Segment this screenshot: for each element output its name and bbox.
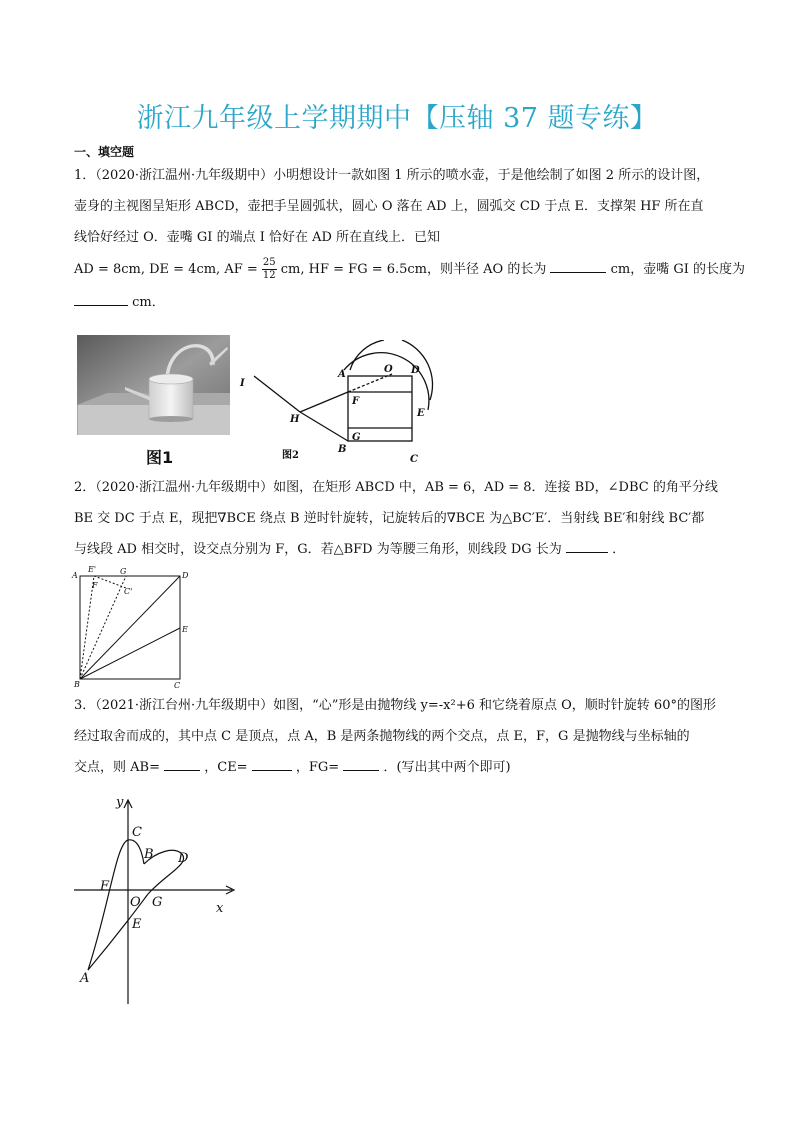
q1-line-3: 线恰好经过 O．壶嘴 GI 的端点 I 恰好在 AD 所在直线上．已知 — [74, 230, 441, 245]
label-b: B — [144, 847, 154, 862]
label-g: G — [352, 432, 361, 443]
q1-end: cm． — [132, 295, 165, 310]
label-d: D — [178, 851, 189, 866]
label-e: E — [417, 408, 425, 419]
q1-given-b: cm, HF = FG = 6.5cm，则半径 AO 的长为 — [280, 262, 547, 277]
q1-line-2: 壶身的主视图呈矩形 ABCD，壶把手呈圆弧状，圆心 O 落在 AD 上，圆弧交 CD 于点 E．支撑架 HF 所在直 — [74, 199, 704, 214]
label-e: E — [132, 917, 142, 932]
page-title: 浙江九年级上学期期中【压轴 37 题专练】 — [136, 103, 658, 134]
answer-blank-dg[interactable] — [566, 538, 608, 553]
q3-ab: 交点，则 AB= — [74, 760, 160, 775]
label-g: G — [152, 895, 163, 910]
label-d: D — [411, 365, 420, 376]
label-e: E — [182, 625, 188, 634]
label-a: A — [338, 369, 346, 380]
label-c: C — [132, 825, 142, 840]
label-f: F — [352, 396, 360, 407]
support-hf — [300, 392, 348, 412]
ray-bc1 — [80, 576, 126, 679]
bisector-be — [80, 628, 180, 679]
fraction-numerator: 25 — [262, 257, 276, 268]
q1-given-c: cm，壶嘴 GI 的长度为 — [610, 262, 746, 277]
label-g: G — [120, 567, 127, 576]
answer-blank-gi[interactable] — [74, 291, 128, 306]
label-h: H — [290, 414, 300, 425]
answer-blank-ab[interactable] — [164, 756, 200, 771]
label-f: F — [92, 581, 98, 590]
q2-text: 与线段 AD 相交时，设交点分别为 F，G．若△BFD 为等腰三角形，则线段 DG 长为 — [74, 542, 562, 557]
label-c-prime: C' — [124, 587, 133, 596]
q3-end: ．(写出其中两个即可) — [383, 760, 511, 775]
q2-end: ． — [612, 542, 626, 557]
fraction — [262, 257, 277, 282]
answer-blank-ce[interactable] — [252, 756, 292, 771]
dashed-fo — [348, 374, 392, 392]
q2-line-2: BE 交 DC 于点 E，现把∇BCE 绕点 B 逆时针旋转，记旋转后的∇BCE 为△BC′E′．当射线 BE′和射线 BC′都 — [74, 511, 705, 526]
label-a: A — [72, 571, 78, 580]
q1-line-5 — [74, 287, 724, 318]
label-b: B — [74, 680, 80, 689]
section-heading: 一、填空题 — [74, 145, 135, 159]
label-e-prime: E' — [88, 566, 97, 574]
q3-fg: ，FG= — [295, 760, 340, 775]
figure-2-diagram — [232, 340, 452, 465]
q3-line-1: 3．（2021·浙江台州·九年级期中）如图，“心”形是由抛物线 y=-x²+6 和它绕着原点 O，顺时针旋转 60°的图形 — [74, 698, 716, 713]
label-o: O — [384, 364, 393, 375]
label-d: D — [182, 571, 189, 580]
question-3 — [74, 690, 724, 783]
label-o: O — [130, 895, 141, 910]
heart-parabola-diagram — [70, 792, 250, 1012]
watering-can-photo — [77, 335, 230, 435]
label-b: B — [338, 444, 347, 455]
label-f: F — [100, 879, 110, 894]
fraction-denominator: 12 — [262, 270, 276, 281]
figure-1-label: 图1 — [146, 448, 174, 467]
label-c: C — [410, 454, 418, 465]
q2-line-1: 2．（2020·浙江温州·九年级期中）如图，在矩形 ABCD 中，AB = 6，AD = 8．连接 BD，∠DBC 的角平分线 — [74, 480, 718, 495]
figure-2-label: 图2 — [282, 450, 299, 461]
watering-can-image — [77, 335, 230, 435]
q1-given-a: AD = 8cm, DE = 4cm, AF = — [74, 262, 258, 277]
label-a: A — [80, 971, 90, 986]
q2-line-3 — [74, 534, 724, 565]
answer-blank-fg[interactable] — [343, 756, 379, 771]
label-c: C — [174, 681, 181, 690]
label-x: x — [216, 901, 224, 916]
support-hg — [300, 412, 348, 441]
label-y: y — [116, 795, 124, 810]
rectangle-rotation-diagram — [70, 566, 200, 690]
label-i: I — [240, 378, 245, 389]
q3-line-2: 经过取舍而成的，其中点 C 是顶点，点 A，B 是两条抛物线的两个交点，点 E，F，G 是抛物线与坐标轴的 — [74, 729, 690, 744]
q3-ce: ，CE= — [204, 760, 248, 775]
segment-e1c1 — [94, 576, 126, 588]
question-1 — [74, 160, 746, 318]
spout-gi — [254, 376, 300, 412]
question-2 — [74, 472, 724, 565]
q3-line-3 — [74, 752, 724, 783]
q1-line-1: 1．（2020·浙江温州·九年级期中）小明想设计一款如图 1 所示的喷水壶，于是他绘制了如图 2 所示的设计图， — [74, 168, 710, 183]
q1-line-4 — [74, 253, 746, 287]
answer-blank-ao[interactable] — [550, 258, 606, 273]
